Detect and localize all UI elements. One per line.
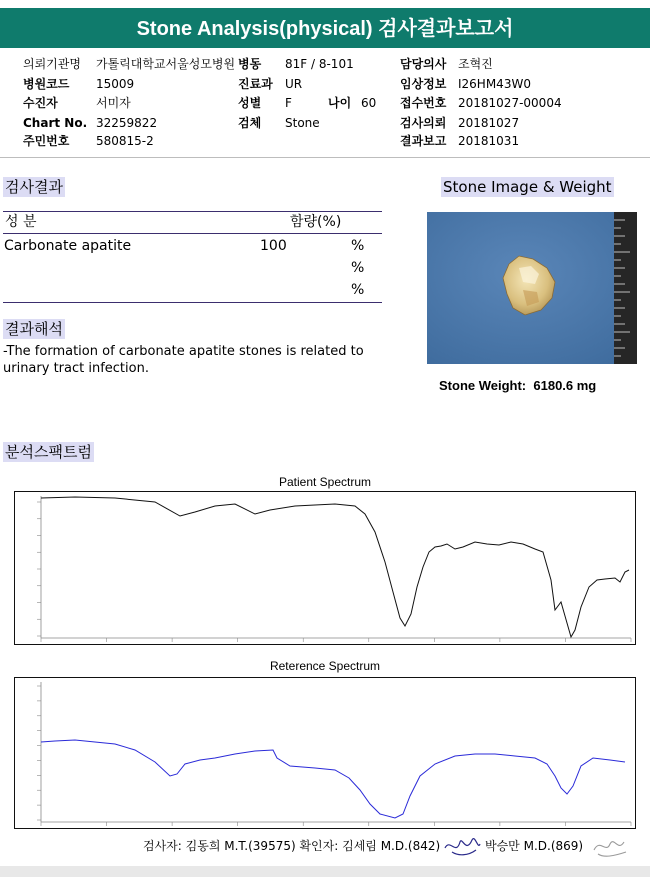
reference-spectrum-line xyxy=(41,740,625,818)
request-value: 20181027 xyxy=(458,116,520,130)
signature-1 xyxy=(442,830,482,864)
patient-spectrum-title: Patient Spectrum xyxy=(278,475,372,489)
stone-weight-label: Stone Weight: xyxy=(439,378,527,393)
stone-heading: Stone Image & Weight xyxy=(443,178,612,196)
report-value: 20181031 xyxy=(458,134,520,148)
receiver-value: 서미자 xyxy=(96,96,131,110)
institution-value: 가톨릭대학교서울성모병원 xyxy=(96,57,236,71)
table-header-line xyxy=(3,233,382,234)
spectrum-heading: 분석스팩트럼 xyxy=(5,443,92,461)
row2-unit: % xyxy=(351,260,365,276)
specimen-label: 검체 xyxy=(238,116,262,130)
resident-label: 주민번호 xyxy=(23,134,70,148)
stone-photo xyxy=(427,212,637,364)
results-heading: 검사결과 xyxy=(5,178,63,196)
sex-value: F xyxy=(285,96,292,110)
interpretation-heading: 결과해석 xyxy=(5,320,63,338)
chart-label: Chart No. xyxy=(23,116,88,130)
receipt-label: 접수번호 xyxy=(400,96,447,110)
table-bottom-line xyxy=(3,302,382,303)
patient-spectrum-svg xyxy=(15,492,635,644)
institution-label: 의뢰기관명 xyxy=(23,57,81,71)
confirmer-text: 박승만 M.D.(869) xyxy=(485,839,584,853)
row1-value: 100 xyxy=(260,238,287,254)
age-value: 60 xyxy=(361,96,377,110)
header-divider xyxy=(0,157,650,158)
request-label: 검사의뢰 xyxy=(400,116,447,130)
chart-value: 32259822 xyxy=(96,116,158,130)
examiner-text: 검사자: 김동희 M.T.(39575) 확인자: 김세림 M.D.(842) xyxy=(143,839,441,853)
row1-component: Carbonate apatite xyxy=(4,238,132,254)
hospital-code-value: 15009 xyxy=(96,77,135,91)
ward-value: 81F / 8-101 xyxy=(285,57,354,71)
col-content-header: 함량(%) xyxy=(290,214,342,230)
patient-spectrum-plot xyxy=(14,491,636,645)
reference-spectrum-svg xyxy=(15,678,635,828)
dept-value: UR xyxy=(285,77,303,91)
signature-2 xyxy=(590,830,630,864)
receiver-label: 수진자 xyxy=(23,96,58,110)
stone-weight xyxy=(439,378,596,393)
stone-weight-value: 6180.6 mg xyxy=(533,378,597,393)
resident-value: 580815-2 xyxy=(96,134,154,148)
col-component-header: 성 분 xyxy=(5,214,37,230)
report-label: 결과보고 xyxy=(400,134,447,148)
row1-unit: % xyxy=(351,238,365,254)
doctor-label: 담당의사 xyxy=(400,57,447,71)
reference-spectrum-plot xyxy=(14,677,636,829)
interpretation-text: -The formation of carbonate apatite stones is related to urinary tract infection. xyxy=(3,344,364,376)
bottom-band xyxy=(0,866,650,877)
clinical-label: 임상정보 xyxy=(400,77,447,91)
specimen-value: Stone xyxy=(285,116,320,130)
age-label: 나이 xyxy=(328,96,352,110)
table-top-line xyxy=(3,211,382,212)
clinical-value: I26HM43W0 xyxy=(458,77,531,91)
dept-label: 진료과 xyxy=(238,77,273,91)
patient-spectrum-line xyxy=(41,497,629,637)
sex-label: 성별 xyxy=(238,96,262,110)
report-title: Stone Analysis(physical) 검사결과보고서 xyxy=(0,8,650,48)
hospital-code-label: 병원코드 xyxy=(23,77,70,91)
doctor-value: 조혁진 xyxy=(458,57,493,71)
receipt-value: 20181027-00004 xyxy=(458,96,562,110)
row3-unit: % xyxy=(351,282,365,298)
ward-label: 병동 xyxy=(238,57,262,71)
reference-spectrum-title: Reterence Spectrum xyxy=(269,659,381,673)
